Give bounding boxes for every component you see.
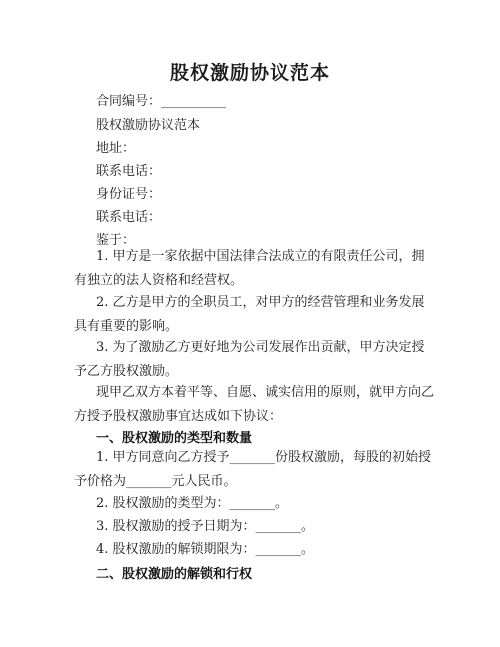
- agreement-intro: 现甲乙双方本着平等、自愿、诚实信用的原则，就甲方向乙方授予股权激励事宜达成如下协议：: [74, 385, 435, 424]
- address-line: 地址：: [96, 141, 136, 156]
- section-1-item-4: 4. 股权激励的解锁期限为：_______。: [96, 542, 315, 557]
- section-2-heading: 二、股权激励的解锁和行权: [96, 567, 253, 582]
- section-1-item-2: 2. 股权激励的类型为：_______。: [96, 496, 289, 511]
- id-number-line: 身份证号：: [96, 187, 162, 202]
- recital-3: 3. 为了激励乙方更好地为公司发展作出贡献，甲方决定授予乙方股权激励。: [74, 340, 425, 379]
- section-1-heading: 一、股权激励的类型和数量: [96, 431, 253, 446]
- whereas-line: 鉴于：: [96, 233, 136, 248]
- contract-number-line: 合同编号：__________: [96, 94, 227, 109]
- agreement-name-line: 股权激励协议范本: [96, 118, 201, 133]
- section-1-item-1: 1. 甲方同意向乙方授予_______份股权激励，每股的初始授予价格为_______元人民币。: [74, 450, 432, 489]
- phone-line-1: 联系电话：: [96, 164, 162, 179]
- document-title: 股权激励协议范本: [169, 62, 330, 84]
- phone-line-2: 联系电话：: [96, 210, 162, 225]
- recital-2: 2. 乙方是甲方的全职员工，对甲方的经营管理和业务发展具有重要的影响。: [74, 295, 425, 334]
- recital-1: 1. 甲方是一家依据中国法律合法成立的有限责任公司，拥有独立的法人资格和经营权。: [74, 249, 425, 288]
- section-1-item-3: 3. 股权激励的授予日期为：_______。: [96, 519, 315, 534]
